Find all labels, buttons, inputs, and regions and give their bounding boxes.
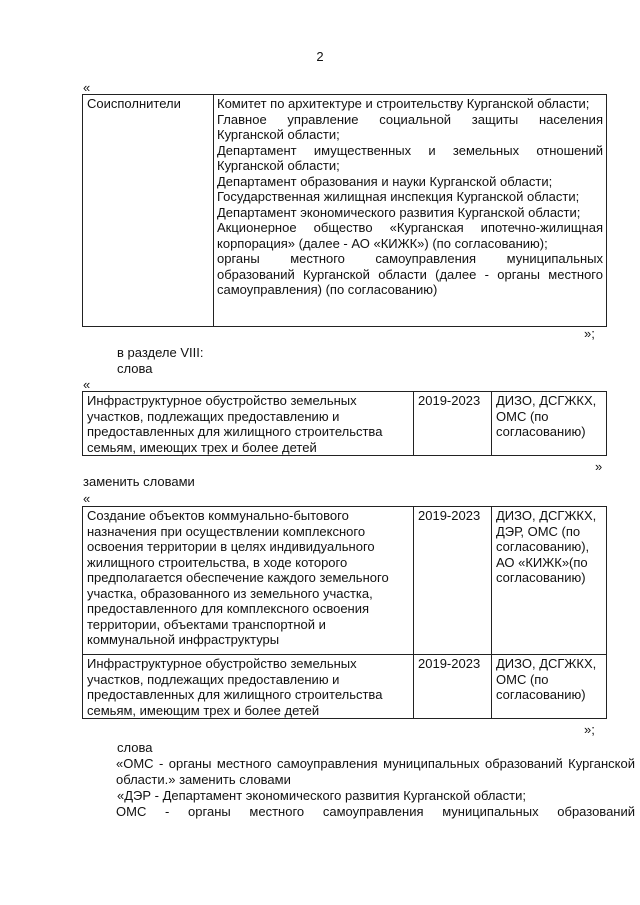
open-quote: « xyxy=(83,491,91,506)
executors-cell: ДИЗО, ДСГЖКХ, ОМС (по согласованию) xyxy=(492,392,607,456)
list-item: Государственная жилищная инспекция Курганской области; xyxy=(217,189,580,204)
table-row xyxy=(83,655,607,719)
table-row xyxy=(83,507,607,655)
open-quote: « xyxy=(83,377,91,392)
period-cell: 2019-2023 xyxy=(414,655,492,719)
coexecutors-list xyxy=(214,95,607,327)
close-quote: »; xyxy=(584,722,595,737)
section-line: в разделе VIII: xyxy=(117,345,204,360)
table-row xyxy=(83,95,607,327)
close-quote: »; xyxy=(584,326,595,341)
list-item: Комитет по архитектуре и строительству Курганской области; xyxy=(217,96,590,111)
words-label: слова xyxy=(117,740,153,755)
new-activity-table xyxy=(82,506,607,719)
list-item: Департамент образования и науки Курганской области; xyxy=(217,173,553,189)
period-cell: 2019-2023 xyxy=(414,507,492,655)
oms-quote-paragraph: «ОМС - органы местного самоуправления муниципальных образований Курганской области.» заменить словами xyxy=(116,756,635,787)
table-row xyxy=(83,392,607,456)
der-line: «ДЭР - Департамент экономического развития Курганской области; xyxy=(117,788,526,803)
executors-cell: ДИЗО, ДСГЖКХ, ДЭР, ОМС (по согласованию), АО «КИЖК»(по согласованию) xyxy=(492,507,607,655)
replace-label: заменить словами xyxy=(83,474,195,489)
list-item: Департамент имущественных и земельных отношений Курганской области; xyxy=(217,142,603,173)
activity-cell: Инфраструктурное обустройство земельных участков, подлежащих предоставлению и предоставленных для жилищного строительства семьям, имеющим трех и более детей xyxy=(83,655,414,719)
list-item: органы местного самоуправления муниципальных образований Курганской области (далее - органы местного самоуправления) (по согласованию) xyxy=(217,251,603,297)
coexecutors-table xyxy=(82,94,607,327)
list-item: Департамент экономического развития Курганской области; xyxy=(217,204,581,220)
activity-cell: Инфраструктурное обустройство земельных участков, подлежащих предоставлению и предоставленных для жилищного строительства семьям, имеющих трех и более детей xyxy=(83,392,414,456)
words-label: слова xyxy=(117,361,153,376)
oms-line: ОМС - органы местного самоуправления муниципальных образований xyxy=(116,804,635,819)
close-quote: » xyxy=(595,459,603,474)
coexecutors-label: Соисполнители xyxy=(83,95,214,327)
period-cell: 2019-2023 xyxy=(414,392,492,456)
list-item: Главное управление социальной защиты населения Курганской области; xyxy=(217,111,603,142)
executors-cell: ДИЗО, ДСГЖКХ, ОМС (по согласованию) xyxy=(492,655,607,719)
page-number: 2 xyxy=(316,49,324,64)
list-item: Акционерное общество «Курганская ипотечно-жилищная корпорация» (далее - АО «КИЖК») (по согласованию); xyxy=(217,220,603,251)
old-activity-table xyxy=(82,391,607,456)
open-quote: « xyxy=(83,80,91,95)
activity-cell: Создание объектов коммунально-бытового назначения при осуществлении комплексного освоения территории в целях индивидуального жилищного строительства, в ходе которого предполагается обеспечение каждого земельного участка, образованного из земельного участка, предоставленного для комплексного освоения территории, объектами транспортной и коммунальной инфраструктуры xyxy=(83,507,414,655)
